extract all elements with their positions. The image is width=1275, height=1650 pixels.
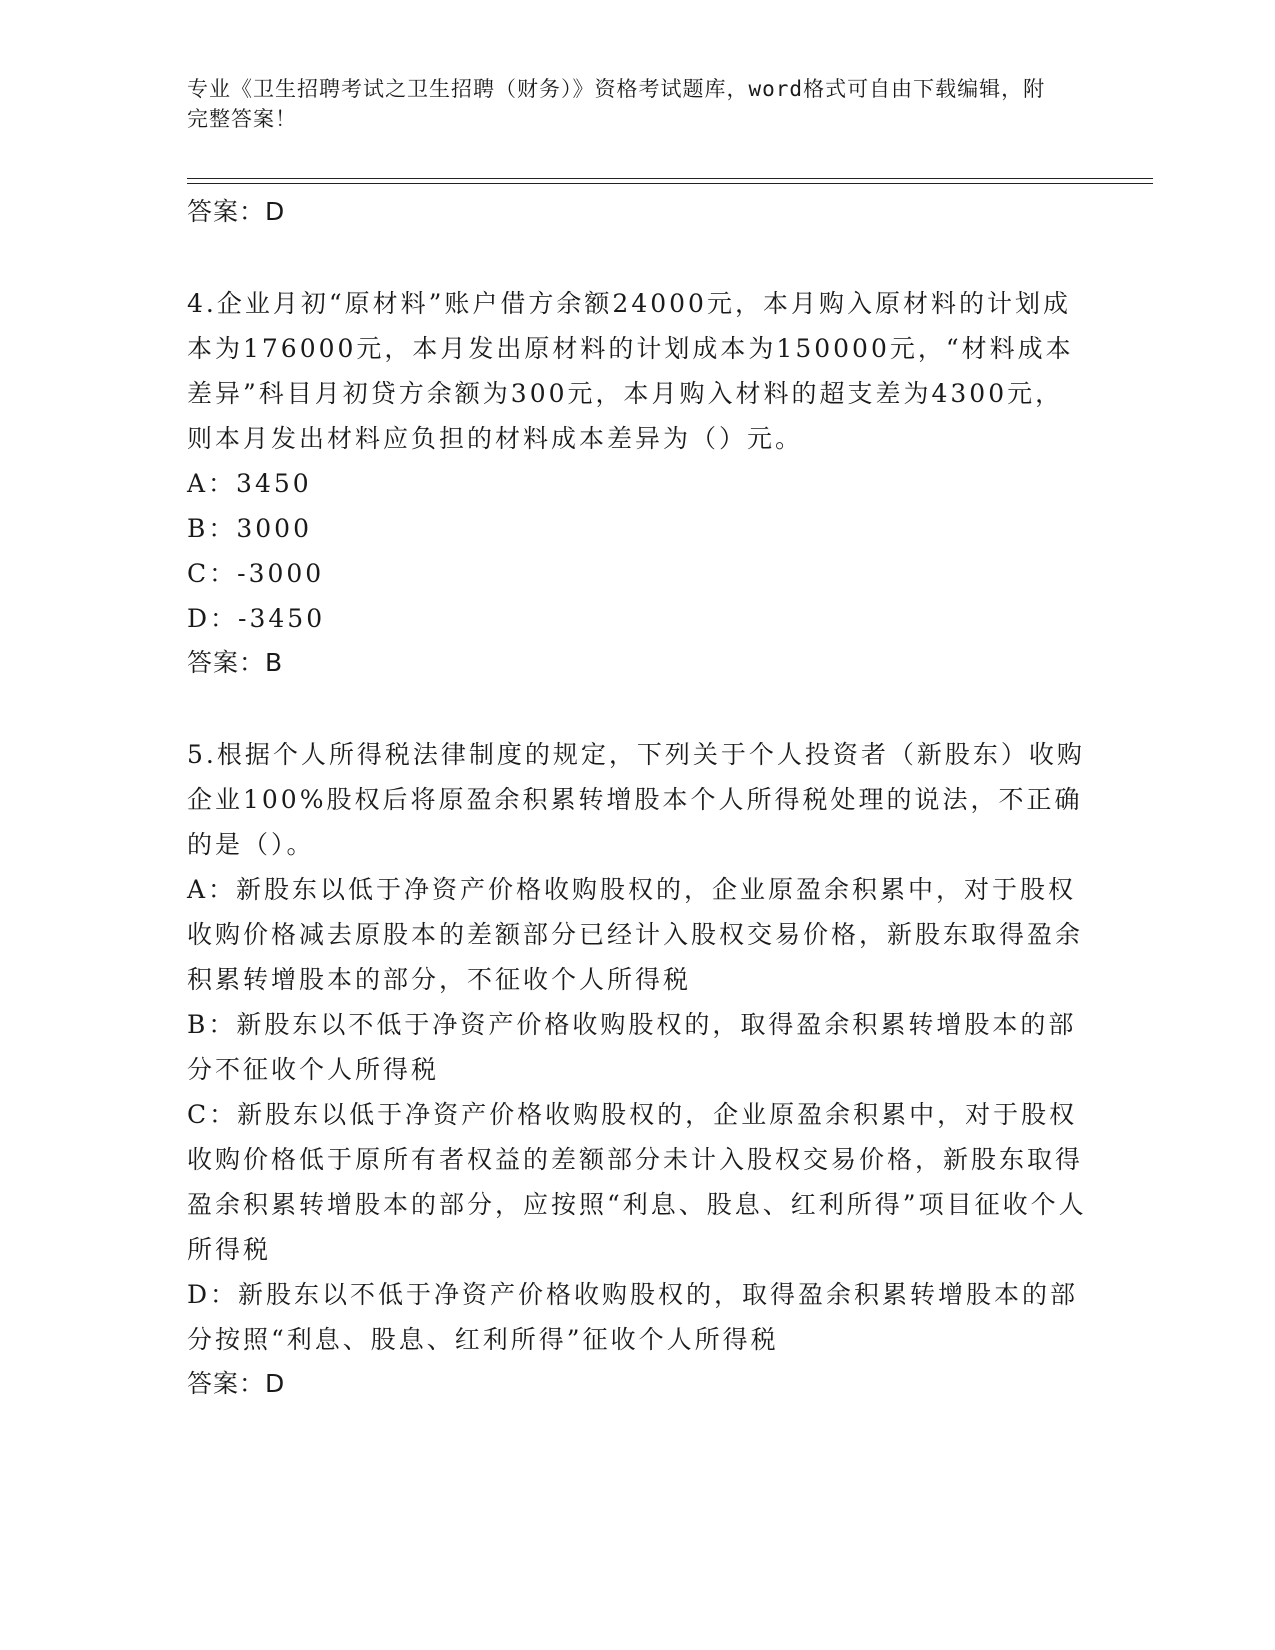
question-block <box>187 732 1087 1406</box>
document-body <box>187 190 1087 1406</box>
question-block <box>187 281 1087 685</box>
option-a: A：3450 <box>187 469 312 498</box>
answer-line: 答案：B <box>187 648 284 677</box>
page-header: 专业《卫生招聘考试之卫生招聘（财务）》资格考试题库，word格式可自由下载编辑，附完整答案！ <box>187 77 1046 131</box>
option-c: C：-3000 <box>187 559 325 588</box>
option-d: D：新股东以不低于净资产价格收购股权的，取得盈余积累转增股本的部分按照“利息、股息、红利所得”征收个人所得税 <box>187 1280 1079 1354</box>
answer-line: 答案：D <box>187 197 286 226</box>
option-b: B：3000 <box>187 514 312 543</box>
spacer <box>187 685 1087 732</box>
option-a: A：新股东以低于净资产价格收购股权的，企业原盈余积累中，对于股权收购价格减去原股本的差额部分已经计入股权交易价格，新股东取得盈余积累转增股本的部分，不征收个人所得税 <box>187 875 1084 994</box>
option-d: D：-3450 <box>187 604 326 633</box>
header-rule-top <box>187 178 1153 179</box>
option-b: B：新股东以不低于净资产价格收购股权的，取得盈余积累转增股本的部分不征收个人所得税 <box>187 1010 1077 1084</box>
question-text: 5.根据个人所得税法律制度的规定，下列关于个人投资者（新股东）收购企业100%股权后将原盈余积累转增股本个人所得税处理的说法，不正确的是（）。 <box>187 740 1085 859</box>
option-c: C：新股东以低于净资产价格收购股权的，企业原盈余积累中，对于股权收购价格低于原所有者权益的差额部分未计入股权交易价格，新股东取得盈余积累转增股本的部分，应按照“利息、股息、红利所得”项目征收个人所得税 <box>187 1100 1087 1264</box>
answer-line: 答案：D <box>187 1369 286 1398</box>
header-rule-bottom <box>187 183 1153 184</box>
question-text: 4.企业月初“原材料”账户借方余额24000元，本月购入原材料的计划成本为176000元，本月发出原材料的计划成本为150000元，“材料成本差异”科目月初贷方余额为300元，本月购入材料的超支差为4300元，则本月发出材料应负担的材料成本差异为（）元。 <box>187 289 1074 453</box>
spacer <box>187 234 1087 281</box>
